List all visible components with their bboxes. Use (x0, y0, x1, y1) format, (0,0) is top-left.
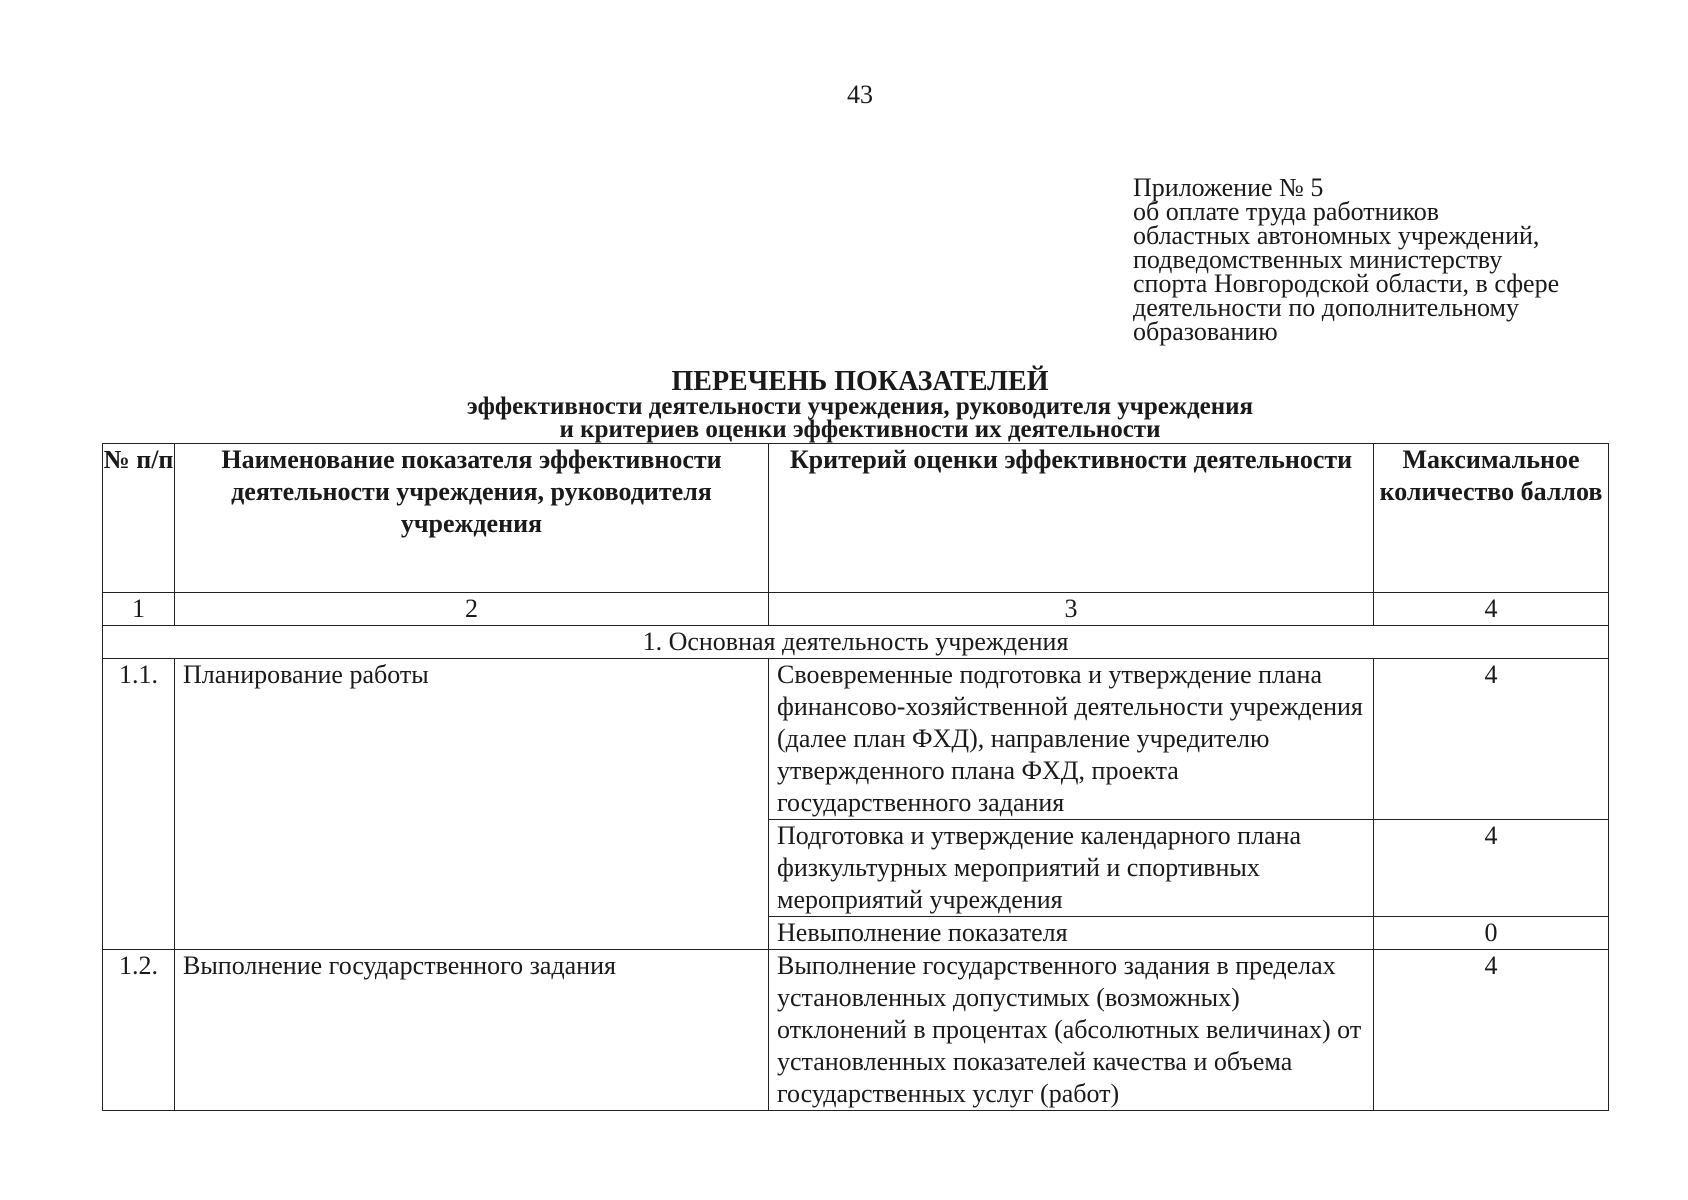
appendix-line: подведомственных министерству (1133, 245, 1503, 274)
appendix-note (1133, 173, 1560, 346)
score-value: 4 (1374, 950, 1609, 1111)
section-title: 1. Основная деятельность учреждения (103, 626, 1609, 659)
document-title: ПЕРЕЧЕНЬ ПОКАЗАТЕЛЕЙ (671, 366, 1049, 397)
column-number: 4 (1374, 593, 1609, 626)
appendix-line: деятельности по дополнительному (1133, 293, 1519, 322)
score-value: 0 (1374, 917, 1609, 950)
appendix-line: спорта Новгородской области, в сфере (1133, 269, 1560, 298)
criterion-text: Своевременные подготовка и утверждение плана финансово-хозяйственной деятельности учреждения (далее план ФХД), направление учредителю утвержденного плана ФХД, проекта государственного задания (769, 659, 1374, 820)
header-max-score: Максимальное количество баллов (1374, 444, 1609, 593)
appendix-line: образованию (1133, 317, 1278, 346)
table-row (103, 659, 1609, 820)
header-criterion: Критерий оценки эффективности деятельности (769, 444, 1374, 593)
criterion-text: Подготовка и утверждение календарного плана физкультурных мероприятий и спортивных мероприятий учреждения (769, 820, 1374, 917)
column-number: 2 (175, 593, 769, 626)
criterion-text: Невыполнение показателя (769, 917, 1374, 950)
column-number: 1 (103, 593, 175, 626)
document-subtitle-line2: и критериев оценки эффективности их деятельности (559, 416, 1161, 443)
indicator-name: Планирование работы (175, 659, 769, 950)
appendix-line: об оплате труда работников (1133, 197, 1440, 226)
row-number: 1.1. (103, 659, 175, 950)
page-number: 43 (847, 80, 873, 109)
document-subtitle-line1: эффективности деятельности учреждения, руководителя учреждения (466, 393, 1254, 420)
section-row (103, 626, 1609, 659)
table-header-row (103, 444, 1609, 593)
criterion-text: Выполнение государственного задания в пределах установленных допустимых (возможных) отклонений в процентах (абсолютных величинах) от установленных показателей качества и объема государственных услуг (работ) (769, 950, 1374, 1111)
header-number: № п/п (103, 444, 175, 593)
appendix-line: областных автономных учреждений, (1133, 221, 1540, 250)
row-number: 1.2. (103, 950, 175, 1111)
score-value: 4 (1374, 659, 1609, 820)
appendix-line: Приложение № 5 (1133, 173, 1324, 202)
score-value: 4 (1374, 820, 1609, 917)
column-number-row (103, 593, 1609, 626)
header-indicator-name: Наименование показателя эффективности деятельности учреждения, руководителя учреждения (175, 444, 769, 593)
column-number: 3 (769, 593, 1374, 626)
indicator-name: Выполнение государственного задания (175, 950, 769, 1111)
table-row (103, 950, 1609, 1111)
indicators-table (102, 443, 1609, 1111)
